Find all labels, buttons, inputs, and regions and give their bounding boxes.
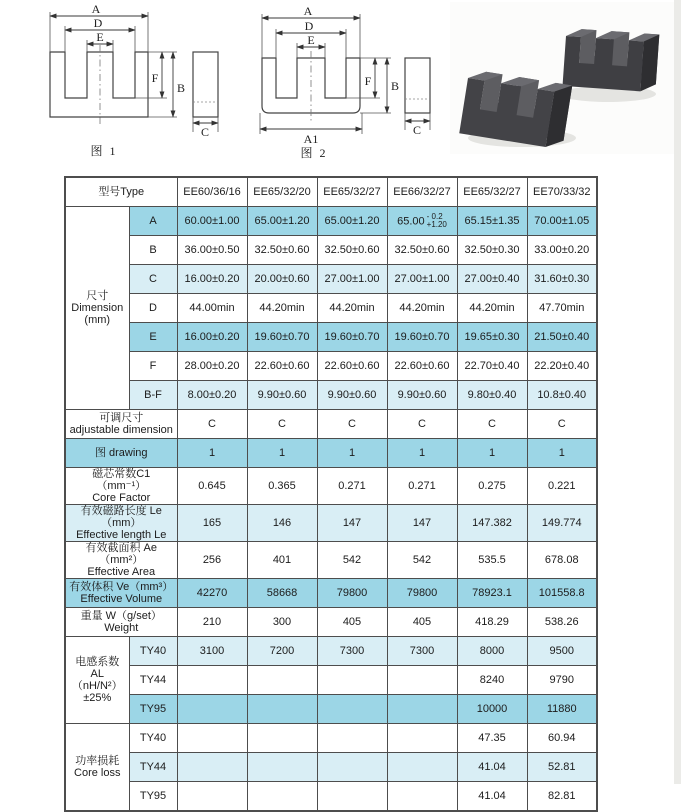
value-cell: 1 bbox=[527, 439, 597, 468]
value-cell bbox=[387, 782, 457, 812]
value-cell bbox=[177, 724, 247, 753]
value-cell: 36.00±0.50 bbox=[177, 236, 247, 265]
value-cell: 65.15±1.35 bbox=[457, 207, 527, 236]
value-cell: 70.00±1.05 bbox=[527, 207, 597, 236]
type-header-cell: 型号Type bbox=[65, 177, 177, 207]
value-cell: 32.50±0.30 bbox=[457, 236, 527, 265]
value-cell: 22.70±0.40 bbox=[457, 352, 527, 381]
value-cell: 418.29 bbox=[457, 608, 527, 637]
value-cell: 32.50±0.60 bbox=[387, 236, 457, 265]
value-cell: 8000 bbox=[457, 637, 527, 666]
dim-label-C: C bbox=[200, 125, 210, 139]
value-cell: 1 bbox=[317, 439, 387, 468]
value-cell: 16.00±0.20 bbox=[177, 265, 247, 294]
value-cell: 44.20min bbox=[247, 294, 317, 323]
value-cell bbox=[247, 666, 317, 695]
figure-1-dimension-drawing bbox=[24, 2, 239, 168]
row-label-cell: 重量 W（g/set） Weight bbox=[65, 608, 177, 637]
value-cell: 8240 bbox=[457, 666, 527, 695]
value-cell: 1 bbox=[177, 439, 247, 468]
value-cell: 8.00±0.20 bbox=[177, 381, 247, 410]
row-label-cell: TY95 bbox=[129, 695, 177, 724]
value-cell: 7300 bbox=[387, 637, 457, 666]
value-cell: 0.275 bbox=[457, 468, 527, 505]
value-cell: 7300 bbox=[317, 637, 387, 666]
value-cell: 60.00±1.00 bbox=[177, 207, 247, 236]
value-cell: 16.00±0.20 bbox=[177, 323, 247, 352]
table-row bbox=[65, 439, 597, 468]
value-cell: C bbox=[247, 410, 317, 439]
value-cell: 27.00±1.00 bbox=[387, 265, 457, 294]
table-row bbox=[65, 410, 597, 439]
model-column-header: EE65/32/20 bbox=[247, 177, 317, 207]
table-row bbox=[65, 468, 597, 505]
value-cell: 22.60±0.60 bbox=[317, 352, 387, 381]
value-cell: 9500 bbox=[527, 637, 597, 666]
value-cell: 165 bbox=[177, 505, 247, 542]
page-edge-strip bbox=[674, 0, 681, 784]
value-cell: 101558.8 bbox=[527, 579, 597, 608]
row-label-cell: A bbox=[129, 207, 177, 236]
table-row bbox=[65, 265, 597, 294]
row-label-cell: 有效截面积 Ae（mm²） Effective Area bbox=[65, 542, 177, 579]
value-cell: 33.00±0.20 bbox=[527, 236, 597, 265]
value-cell: 65.00±1.20 bbox=[247, 207, 317, 236]
table-row bbox=[65, 637, 597, 666]
value-cell bbox=[177, 753, 247, 782]
value-cell: 405 bbox=[317, 608, 387, 637]
row-label-cell: B bbox=[129, 236, 177, 265]
table-row bbox=[65, 294, 597, 323]
value-cell: 44.20min bbox=[457, 294, 527, 323]
value-cell: 3100 bbox=[177, 637, 247, 666]
row-label-cell: B-F bbox=[129, 381, 177, 410]
row-label-cell: E bbox=[129, 323, 177, 352]
value-cell: 9790 bbox=[527, 666, 597, 695]
value-cell bbox=[247, 753, 317, 782]
value-cell: 300 bbox=[247, 608, 317, 637]
value-cell: 65.00±1.20 bbox=[317, 207, 387, 236]
value-cell: 0.365 bbox=[247, 468, 317, 505]
value-cell: 58668 bbox=[247, 579, 317, 608]
value-cell: 147.382 bbox=[457, 505, 527, 542]
value-cell bbox=[317, 695, 387, 724]
value-cell: 147 bbox=[317, 505, 387, 542]
value-cell bbox=[317, 724, 387, 753]
value-cell: 44.20min bbox=[317, 294, 387, 323]
value-cell: 0.271 bbox=[317, 468, 387, 505]
value-cell: C bbox=[457, 410, 527, 439]
group-label-cell: 功率损耗 Core loss bbox=[65, 724, 129, 812]
value-cell bbox=[387, 753, 457, 782]
table-row bbox=[65, 782, 597, 812]
value-cell: 542 bbox=[317, 542, 387, 579]
value-cell: 9.90±0.60 bbox=[387, 381, 457, 410]
value-cell: 1 bbox=[387, 439, 457, 468]
dim-label-A: A bbox=[303, 4, 313, 18]
value-cell: 535.5 bbox=[457, 542, 527, 579]
value-cell: 20.00±0.60 bbox=[247, 265, 317, 294]
value-cell: 0.271 bbox=[387, 468, 457, 505]
model-column-header: EE65/32/27 bbox=[457, 177, 527, 207]
dim-label-B: B bbox=[391, 79, 400, 93]
value-cell bbox=[247, 724, 317, 753]
value-cell: C bbox=[177, 410, 247, 439]
value-cell: 32.50±0.60 bbox=[317, 236, 387, 265]
dim-label-E: E bbox=[96, 30, 104, 44]
value-cell: 22.60±0.60 bbox=[387, 352, 457, 381]
value-cell bbox=[317, 666, 387, 695]
value-cell: 60.94 bbox=[527, 724, 597, 753]
value-cell: 1 bbox=[457, 439, 527, 468]
value-cell: 7200 bbox=[247, 637, 317, 666]
value-cell: 41.04 bbox=[457, 753, 527, 782]
dim-label-B: B bbox=[177, 81, 186, 95]
value-cell: 149.774 bbox=[527, 505, 597, 542]
row-label-cell: 可调尺寸 adjustable dimension bbox=[65, 410, 177, 439]
value-cell: 9.80±0.40 bbox=[457, 381, 527, 410]
figure-2-dimension-drawing bbox=[244, 2, 459, 168]
table-row bbox=[65, 542, 597, 579]
dim-label-D: D bbox=[93, 16, 103, 30]
row-label-cell: F bbox=[129, 352, 177, 381]
table-row bbox=[65, 753, 597, 782]
value-cell: 47.70min bbox=[527, 294, 597, 323]
value-cell: 42270 bbox=[177, 579, 247, 608]
row-label-cell: TY95 bbox=[129, 782, 177, 812]
model-column-header: EE65/32/27 bbox=[317, 177, 387, 207]
value-cell: C bbox=[317, 410, 387, 439]
row-label-cell: TY40 bbox=[129, 637, 177, 666]
dim-label-A: A bbox=[91, 2, 101, 16]
value-cell: 22.20±0.40 bbox=[527, 352, 597, 381]
e-core-side-outline bbox=[405, 58, 430, 113]
dim-label-A1: A1 bbox=[303, 132, 319, 146]
e-core-upper bbox=[563, 28, 660, 92]
row-label-cell: TY44 bbox=[129, 753, 177, 782]
value-cell: 65.00 - 0.2 +1.20 bbox=[387, 207, 457, 236]
value-cell: 10000 bbox=[457, 695, 527, 724]
table-row bbox=[65, 724, 597, 753]
e-core-side-outline bbox=[193, 52, 218, 117]
value-cell: 10.8±0.40 bbox=[527, 381, 597, 410]
value-cell: C bbox=[527, 410, 597, 439]
value-cell: 41.04 bbox=[457, 782, 527, 812]
value-cell: C bbox=[387, 410, 457, 439]
value-cell: 9.90±0.60 bbox=[317, 381, 387, 410]
value-cell bbox=[387, 724, 457, 753]
value-cell: 401 bbox=[247, 542, 317, 579]
value-cell: 27.00±1.00 bbox=[317, 265, 387, 294]
spec-table bbox=[64, 176, 598, 812]
table-row bbox=[65, 323, 597, 352]
table-row bbox=[65, 236, 597, 265]
dim-label-C: C bbox=[412, 123, 422, 137]
value-cell: 256 bbox=[177, 542, 247, 579]
value-cell: 0.645 bbox=[177, 468, 247, 505]
value-cell: 11880 bbox=[527, 695, 597, 724]
table-row bbox=[65, 352, 597, 381]
value-cell: 0.221 bbox=[527, 468, 597, 505]
value-cell: 19.60±0.70 bbox=[247, 323, 317, 352]
ferrite-core-photo bbox=[450, 2, 676, 154]
value-cell bbox=[177, 666, 247, 695]
figure-1-caption: 图 1 bbox=[90, 144, 118, 158]
value-cell bbox=[177, 782, 247, 812]
value-cell: 47.35 bbox=[457, 724, 527, 753]
row-label-cell: TY44 bbox=[129, 666, 177, 695]
table-row bbox=[65, 608, 597, 637]
value-cell: 31.60±0.30 bbox=[527, 265, 597, 294]
value-cell: 542 bbox=[387, 542, 457, 579]
value-cell bbox=[247, 695, 317, 724]
table-row bbox=[65, 579, 597, 608]
value-cell: 19.65±0.30 bbox=[457, 323, 527, 352]
dim-label-E: E bbox=[307, 33, 315, 47]
table-row bbox=[65, 695, 597, 724]
figure-2-caption: 图 2 bbox=[300, 146, 328, 160]
value-cell: 44.00min bbox=[177, 294, 247, 323]
value-cell bbox=[247, 782, 317, 812]
dim-label-F: F bbox=[151, 71, 159, 85]
value-cell: 405 bbox=[387, 608, 457, 637]
value-cell: 27.00±0.40 bbox=[457, 265, 527, 294]
group-label-cell: 尺寸 Dimension (mm) bbox=[65, 207, 129, 410]
value-cell: 19.60±0.70 bbox=[387, 323, 457, 352]
model-column-header: EE70/33/32 bbox=[527, 177, 597, 207]
row-label-cell: D bbox=[129, 294, 177, 323]
value-cell: 28.00±0.20 bbox=[177, 352, 247, 381]
model-column-header: EE60/36/16 bbox=[177, 177, 247, 207]
value-cell: 678.08 bbox=[527, 542, 597, 579]
value-cell: 52.81 bbox=[527, 753, 597, 782]
value-cell: 1 bbox=[247, 439, 317, 468]
value-cell bbox=[387, 695, 457, 724]
row-label-cell: C bbox=[129, 265, 177, 294]
value-cell: 82.81 bbox=[527, 782, 597, 812]
figures-row bbox=[0, 0, 681, 170]
dim-label-D: D bbox=[304, 19, 314, 33]
model-column-header: EE66/32/27 bbox=[387, 177, 457, 207]
value-cell: 79800 bbox=[387, 579, 457, 608]
value-cell: 210 bbox=[177, 608, 247, 637]
table-row bbox=[65, 381, 597, 410]
value-cell bbox=[387, 666, 457, 695]
row-label-cell: 有效体积 Ve（mm³） Effective Volume bbox=[65, 579, 177, 608]
value-cell: 146 bbox=[247, 505, 317, 542]
value-cell: 538.26 bbox=[527, 608, 597, 637]
value-cell: 79800 bbox=[317, 579, 387, 608]
value-cell: 78923.1 bbox=[457, 579, 527, 608]
value-cell: 21.50±0.40 bbox=[527, 323, 597, 352]
table-row bbox=[65, 505, 597, 542]
value-cell bbox=[317, 782, 387, 812]
row-label-cell: TY40 bbox=[129, 724, 177, 753]
e-core-front-outline bbox=[50, 52, 148, 117]
row-label-cell: 图 drawing bbox=[65, 439, 177, 468]
row-label-cell: 有效磁路长度 Le（mm） Effective length Le bbox=[65, 505, 177, 542]
value-cell: 147 bbox=[387, 505, 457, 542]
value-cell: 19.60±0.70 bbox=[317, 323, 387, 352]
row-label-cell: 磁芯常数C1（mm⁻¹） Core Factor bbox=[65, 468, 177, 505]
table-row bbox=[65, 666, 597, 695]
value-cell bbox=[317, 753, 387, 782]
value-cell: 32.50±0.60 bbox=[247, 236, 317, 265]
value-cell: 44.20min bbox=[387, 294, 457, 323]
table-row bbox=[65, 207, 597, 236]
group-label-cell: 电感系数 AL （nH/N²） ±25% bbox=[65, 637, 129, 724]
dim-label-F: F bbox=[364, 74, 372, 88]
value-cell bbox=[177, 695, 247, 724]
value-cell: 22.60±0.60 bbox=[247, 352, 317, 381]
value-cell: 9.90±0.60 bbox=[247, 381, 317, 410]
